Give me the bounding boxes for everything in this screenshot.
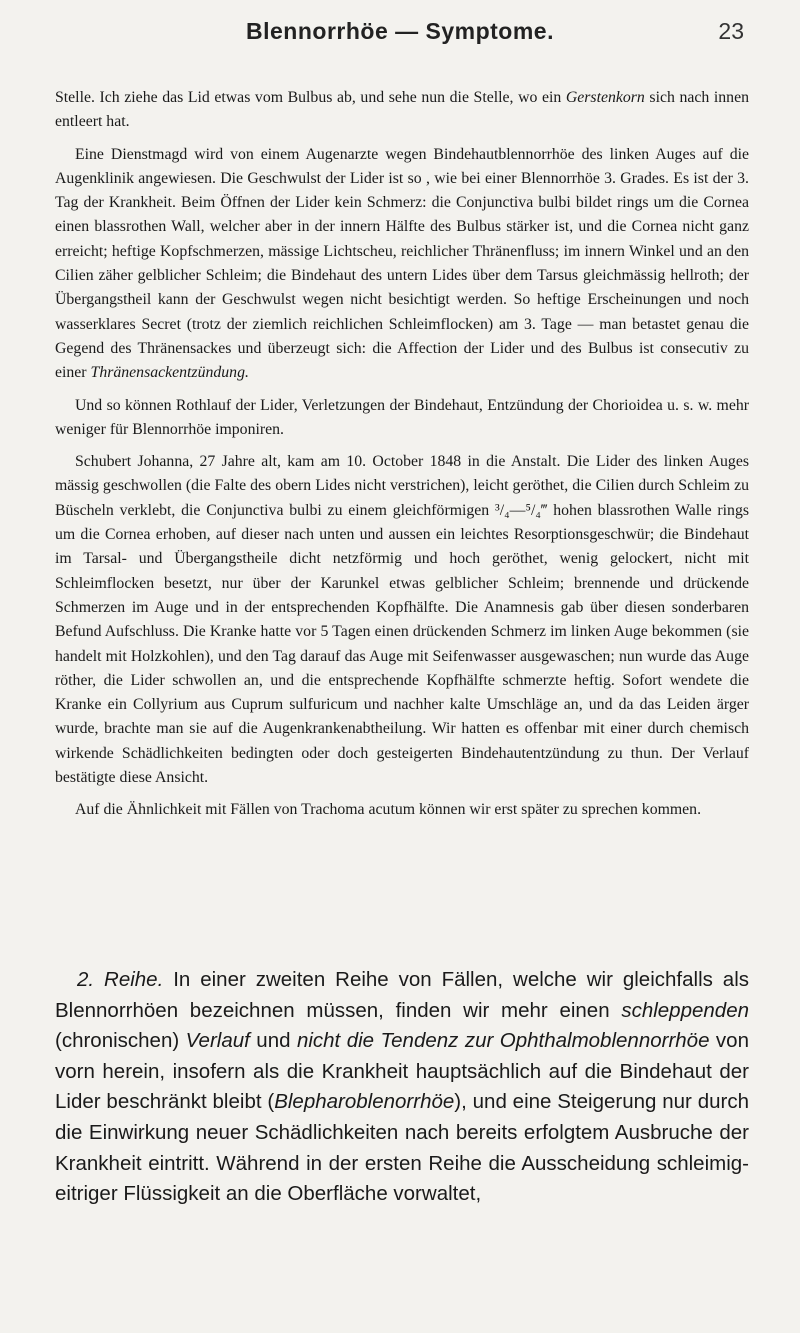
paragraph-text: Schubert Johanna, 27 Jahre alt, kam am 10. October 1848 in die Anstalt. Die Lider des linken Auges mässig geschwollen (die Falte des obern Lides nicht verstrichen), leicht geröthet, die Cilien durch Schleim zu Büscheln verklebt, die Conjunctiva bulbi zu einem gleichförmigen ³/₄—⁵/₄‴ hohen blassrothen Walle rings um die Cornea erhoben, auf dieser nach unten und aussen ein leichtes Resorptionsgeschwür; die Bindehaut im Tarsal- und Übergangstheile dicht netzförmig und hoch geröthet, wenig gelockert, nicht mit Schleimflocken besetzt, nur über der Karunkel etwas gelblicher Schleim; brennende und drückende Schmerzen im Auge und in der entsprechenden Kopfhälfte. Die Anamnesis gab über diesen sonderbaren Befund Aufschluss. Die Kranke hatte vor 5 Tagen einen drückenden Schmerz im linken Auge bekommen (sie handelt mit Holzkohlen), und den Tag darauf das Auge mit Seifenwasser ausgewaschen; nun wurde das Auge röther, die Lider schwollen an, und die entsprechende Kopfhälfte schmerzte heftig. Sofort wendete die Kranke ein Collyrium aus Cuprum sulfuricum und nachher kalte Umschläge an, und da das Leiden ärger wurde, brachte man sie auf die Augenkrankenabtheilung. Wir hatten es offenbar mit einer durch chemisch wirkende Schädlichkeiten bedingten oder doch gesteigerten Bindehautentzündung zu thun. Der Verlauf bestätigte diese Ansicht. [55,453,749,787]
body-text [55,86,749,831]
section-text: (chronischen) [55,1029,186,1053]
emphasis: nicht die Tendenz zur Ophthalmoblennorrhöe [296,1029,710,1053]
running-title: Blennorrhöe — Symptome. [246,18,554,44]
paragraph-2 [55,143,749,386]
emphasis: Gerstenkorn [565,89,645,106]
emphasis: Verlauf [185,1029,250,1053]
section-text: und [249,1029,297,1053]
section-text: ), und eine Steigerung nur durch die Einwirkung neuer Schädlichkeiten nach bereits erfolgtem Ausbruche der Krankheit eintritt. Während in der ersten Reihe die Ausscheidung schleimig-eitriger Flüssigkeit an die Oberfläche vorwaltet, [55,1090,749,1206]
section-2 [55,965,749,1210]
paragraph-text: Stelle. Ich ziehe das Lid etwas vom Bulbus ab, und sehe nun die Stelle, wo ein [55,89,566,106]
section-text: von vorn herein, insofern als die Krankheit hauptsächlich auf die Bindehaut der Lider beschränkt bleibt ( [55,1029,749,1114]
section-text: In einer zweiten Reihe von Fällen, welche wir gleichfalls als Blennorrhöen bezeichnen müssen, finden wir mehr einen [55,968,749,1022]
emphasis: Thränensackentzündung. [90,364,249,382]
emphasis: schleppenden [621,998,749,1022]
paragraph-text: sich nach innen entleert hat. [55,89,749,131]
paragraph-text: Eine Dienstmagd wird von einem Augenarzte wegen Bindehautblennorrhöe des linken Auges auf die Augenklinik angewiesen. Die Geschwulst der Lider ist so , wie bei einer Blennorrhöe 3. Grades. Es ist der 3. Tag der Krankheit. Beim Öffnen der Lider kein Schmerz: die Conjunctiva bulbi bildet rings um die Cornea einen blassrothen Wall, welcher aber in der innern Hälfte des Bulbus stärker ist, und die Cornea nicht ganz erreicht; heftige Kopfschmerzen, mässige Lichtscheu, reichlicher Thränenfluss; im innern Winkel und an den Cilien zäher gelblicher Schleim; die Bindehaut des untern Lides über dem Tarsus gleichmässig hellroth; der Übergangstheil kann der Geschwulst wegen nicht besichtigt werden. So heftige Erscheinungen und noch wasserklares Secret (trotz der ziemlich reichlichen Schleimflocken) am 3. Tage — man betastet genau die Gegend des Thränensackes und überzeugt sich: die Affection der Lider und des Bulbus ist consecutiv zu einer [55,145,749,382]
page-header [0,18,800,58]
paragraph-4 [55,450,749,790]
paragraph-5 [55,798,749,822]
section-label: 2. Reihe. [77,968,164,991]
paragraph-text: Und so können Rothlauf der Lider, Verletzungen der Bindehaut, Entzündung der Chorioidea u. s. w. mehr weniger für Blennorrhöe imponiren. [55,396,749,438]
paragraph-text: Auf die Ähnlichkeit mit Fällen von Trachoma acutum können wir erst später zu sprechen kommen. [75,801,702,819]
paragraph-1 [55,86,749,135]
emphasis: Blepharoblenorrhöe [274,1090,455,1114]
page-number: 23 [718,18,744,44]
section-paragraph [55,965,749,1210]
paragraph-3 [55,394,749,443]
